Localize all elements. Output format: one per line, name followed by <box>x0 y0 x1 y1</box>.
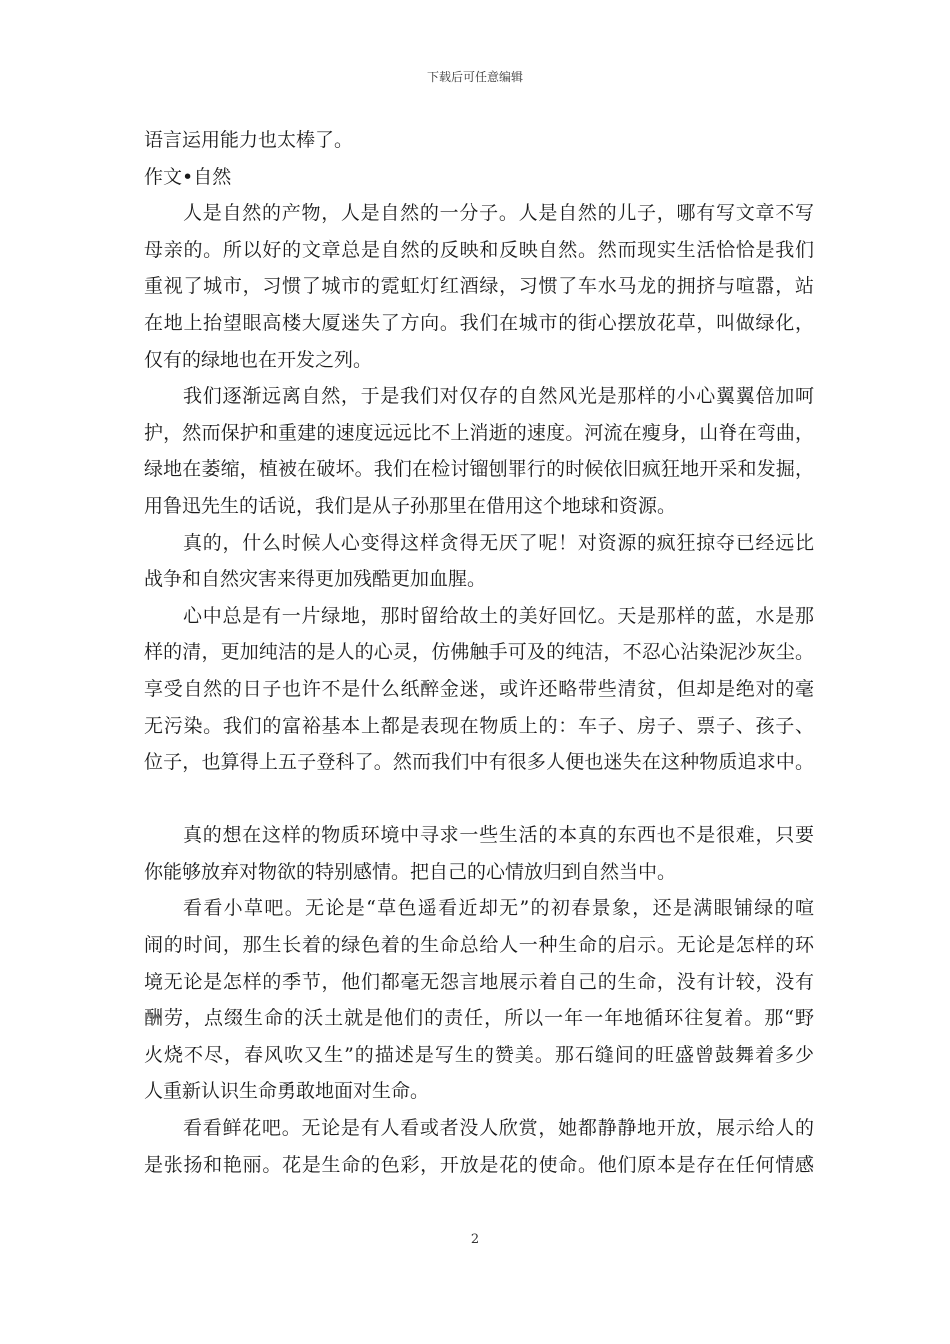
text-line: 护，然而保护和重建的速度远远比不上消逝的速度。河流在瘦身，山脊在弯曲， <box>144 421 814 444</box>
text-line: 仅有的绿地也在开发之列。 <box>144 348 373 371</box>
text-line: 你能够放弃对物欲的特别感情。把自己的心情放归到自然当中。 <box>144 860 677 883</box>
text-line: 闹的时间，那生长着的绿色着的生命总给人一种生命的启示。无论是怎样的环 <box>144 934 814 957</box>
text-line: 是张扬和艳丽。花是生命的色彩，开放是花的使命。他们原本是存在任何情感 <box>144 1153 814 1176</box>
paragraph-gap <box>144 781 814 818</box>
page-number: 2 <box>470 1232 480 1247</box>
document-body <box>144 122 814 1183</box>
text-line: 人重新认识生命勇敢地面对生命。 <box>144 1080 430 1103</box>
text-line: 人是自然的产物，人是自然的一分子。人是自然的儿子，哪有写文章不写 <box>183 202 814 225</box>
text-line: 酬劳，点缀生命的沃土就是他们的责任，所以一年一年地循环往复着。那“野 <box>144 1007 814 1030</box>
text-line: 位子，也算得上五子登科了。然而我们中有很多人便也迷失在这种物质追求中。 <box>144 751 814 774</box>
text-line: 母亲的。所以好的文章总是自然的反映和反映自然。然而现实生活恰恰是我们 <box>144 238 814 261</box>
text-line: 用鲁迅先生的话说，我们是从子孙那里在借用这个地球和资源。 <box>144 494 677 517</box>
text-line: 重视了城市，习惯了城市的霓虹灯红酒绿，习惯了车水马龙的拥挤与喧嚣，站 <box>144 275 814 298</box>
text-line: 样的清，更加纯洁的是人的心灵，仿佛触手可及的纯洁，不忍心沾染泥沙灰尘。 <box>144 641 814 664</box>
text-line: 战争和自然灾害来得更加残酷更加血腥。 <box>144 568 487 591</box>
text-line: 境无论是怎样的季节，他们都毫无怨言地展示着自己的生命，没有计较，没有 <box>144 970 814 993</box>
text-line: 真的，什么时候人心变得这样贪得无厌了呢！对资源的疯狂掠夺已经远比 <box>183 531 814 554</box>
page-header: 下载后可任意编辑 <box>426 70 523 84</box>
text-line: 语言运用能力也太棒了。 <box>144 129 354 151</box>
text-line: 看看小草吧。无论是“草色遥看近却无”的初春景象，还是满眼铺绿的喧 <box>183 897 814 920</box>
section-title: 作文•自然 <box>144 165 232 188</box>
text-line: 在地上抬望眼高楼大厦迷失了方向。我们在城市的街心摆放花草，叫做绿化， <box>144 311 814 334</box>
text-line: 火烧不尽，春风吹又生”的描述是写生的赞美。那石缝间的旺盛曾鼓舞着多少 <box>144 1043 814 1066</box>
text-line: 看看鲜花吧。无论是有人看或者没人欣赏，她都静静地开放，展示给人的 <box>183 1117 814 1140</box>
text-line: 心中总是有一片绿地，那时留给故土的美好回忆。天是那样的蓝，水是那 <box>183 604 814 627</box>
text-line: 真的想在这样的物质环境中寻求一些生活的本真的东西也不是很难，只要 <box>183 824 814 847</box>
text-line: 无污染。我们的富裕基本上都是表现在物质上的：车子、房子、票子、孩子、 <box>144 714 814 737</box>
text-line: 享受自然的日子也许不是什么纸醉金迷，或许还略带些清贫，但却是绝对的毫 <box>144 677 814 700</box>
text-line: 我们逐渐远离自然，于是我们对仅存的自然风光是那样的小心翼翼倍加呵 <box>183 385 814 408</box>
text-line: 绿地在萎缩，植被在破坏。我们在检讨镏刨罪行的时候依旧疯狂地开采和发掘， <box>144 458 814 481</box>
